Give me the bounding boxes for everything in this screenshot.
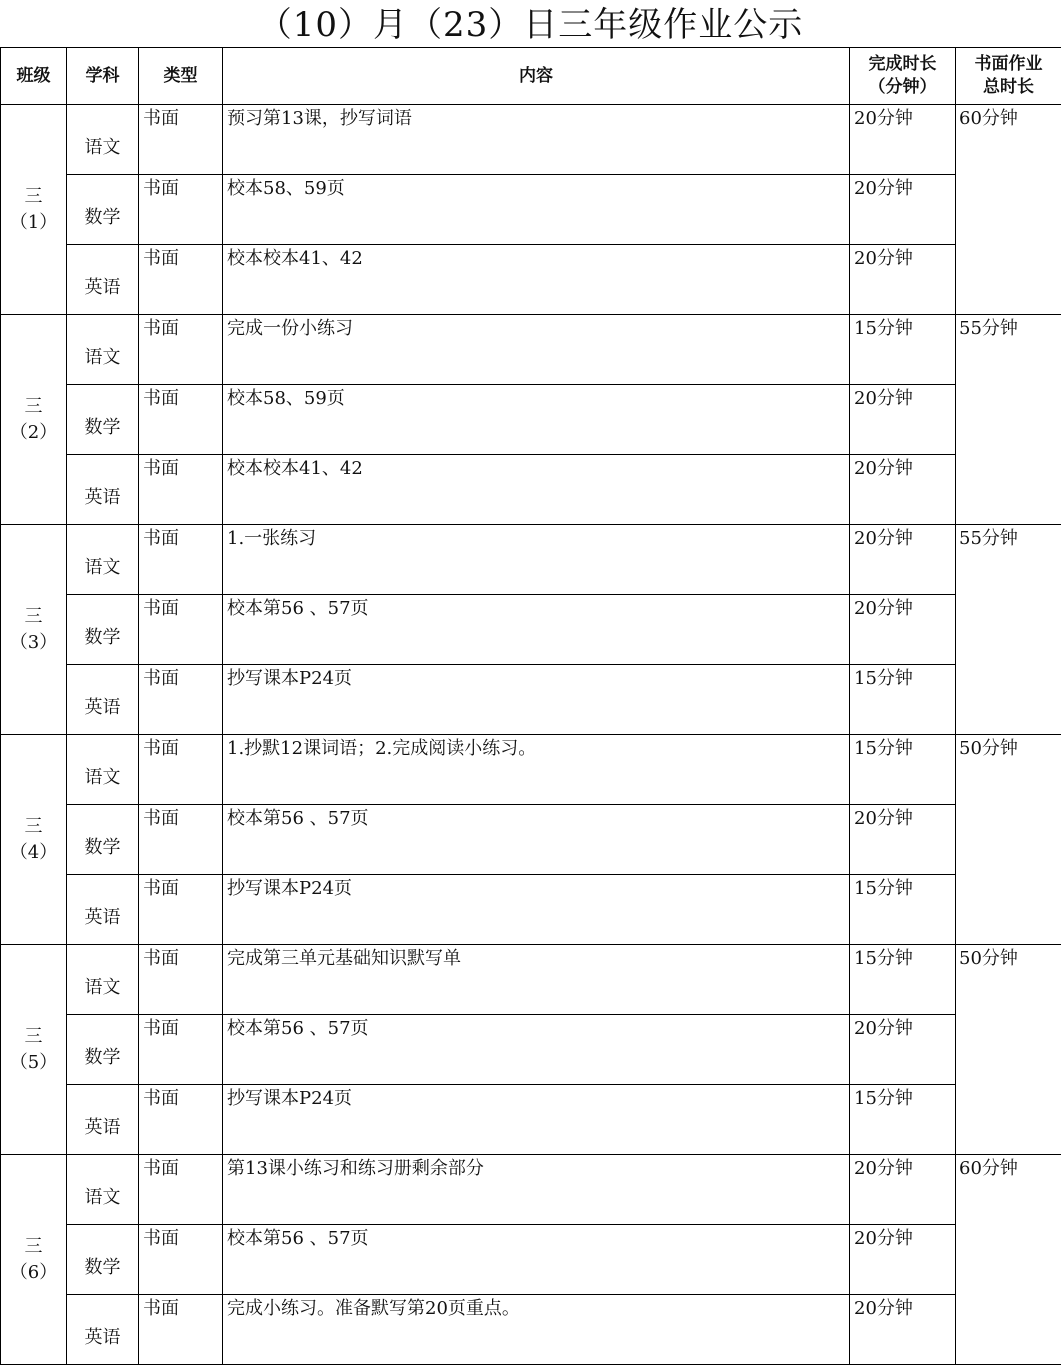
total-cell: 50分钟	[956, 735, 1061, 945]
content-cell: 校本第56 、57页	[223, 1015, 850, 1085]
subject-cell: 数学	[67, 805, 139, 875]
header-duration-line1: 完成时长	[868, 54, 937, 74]
subject-cell: 语文	[67, 105, 139, 175]
total-cell: 50分钟	[956, 945, 1061, 1155]
table-body	[1, 105, 1061, 1365]
class-number: （6）	[9, 1261, 58, 1283]
type-cell: 书面	[139, 665, 223, 735]
class-cell	[1, 315, 67, 525]
subject-cell: 数学	[67, 385, 139, 455]
duration-cell: 15分钟	[850, 1085, 956, 1155]
duration-cell: 20分钟	[850, 105, 956, 175]
duration-cell: 20分钟	[850, 175, 956, 245]
subject-cell: 英语	[67, 455, 139, 525]
header-duration	[850, 48, 956, 105]
content-cell: 1.一张练习	[223, 525, 850, 595]
duration-cell: 20分钟	[850, 245, 956, 315]
type-cell: 书面	[139, 1085, 223, 1155]
content-cell: 校本校本41、42	[223, 455, 850, 525]
table-row	[1, 735, 1061, 805]
content-cell: 完成第三单元基础知识默写单	[223, 945, 850, 1015]
duration-cell: 20分钟	[850, 525, 956, 595]
duration-cell: 15分钟	[850, 875, 956, 945]
table-row	[1, 1015, 1061, 1085]
content-cell: 完成小练习。准备默写第20页重点。	[223, 1295, 850, 1365]
type-cell: 书面	[139, 385, 223, 455]
class-grade: 三	[24, 815, 43, 837]
total-cell: 60分钟	[956, 105, 1061, 315]
table-row	[1, 665, 1061, 735]
table-row	[1, 1295, 1061, 1365]
duration-cell: 20分钟	[850, 1015, 956, 1085]
class-number: （3）	[9, 631, 58, 653]
table-row	[1, 875, 1061, 945]
content-cell: 抄写课本P24页	[223, 665, 850, 735]
duration-cell: 20分钟	[850, 805, 956, 875]
class-cell	[1, 735, 67, 945]
subject-cell: 英语	[67, 665, 139, 735]
subject-cell: 数学	[67, 175, 139, 245]
duration-cell: 15分钟	[850, 945, 956, 1015]
subject-cell: 语文	[67, 735, 139, 805]
class-cell	[1, 945, 67, 1155]
class-grade: 三	[24, 185, 43, 207]
duration-cell: 15分钟	[850, 735, 956, 805]
header-content: 内容	[223, 48, 850, 105]
table-row	[1, 315, 1061, 385]
header-total-line1: 书面作业	[974, 54, 1043, 74]
subject-cell: 英语	[67, 1295, 139, 1365]
content-cell: 校本校本41、42	[223, 245, 850, 315]
total-cell: 55分钟	[956, 315, 1061, 525]
class-grade: 三	[24, 605, 43, 627]
content-cell: 校本58、59页	[223, 175, 850, 245]
type-cell: 书面	[139, 595, 223, 665]
header-class: 班级	[1, 48, 67, 105]
content-cell: 校本58、59页	[223, 385, 850, 455]
subject-cell: 语文	[67, 945, 139, 1015]
type-cell: 书面	[139, 105, 223, 175]
content-cell: 校本第56 、57页	[223, 1225, 850, 1295]
content-cell: 抄写课本P24页	[223, 1085, 850, 1155]
subject-cell: 数学	[67, 1015, 139, 1085]
table-row	[1, 1085, 1061, 1155]
page-title: （10）月（23）日三年级作业公示	[257, 5, 804, 45]
class-cell	[1, 105, 67, 315]
table-row	[1, 525, 1061, 595]
content-cell: 完成一份小练习	[223, 315, 850, 385]
table-row	[1, 385, 1061, 455]
type-cell: 书面	[139, 875, 223, 945]
table-row	[1, 245, 1061, 315]
type-cell: 书面	[139, 805, 223, 875]
duration-cell: 20分钟	[850, 1295, 956, 1365]
class-cell	[1, 525, 67, 735]
homework-table	[0, 47, 1061, 1365]
table-row	[1, 105, 1061, 175]
table-row	[1, 1225, 1061, 1295]
class-cell	[1, 1155, 67, 1365]
subject-cell: 语文	[67, 525, 139, 595]
duration-cell: 20分钟	[850, 455, 956, 525]
duration-cell: 20分钟	[850, 1225, 956, 1295]
header-total	[956, 48, 1061, 105]
content-cell: 校本第56 、57页	[223, 805, 850, 875]
duration-cell: 15分钟	[850, 315, 956, 385]
duration-cell: 20分钟	[850, 595, 956, 665]
table-row	[1, 455, 1061, 525]
content-cell: 校本第56 、57页	[223, 595, 850, 665]
header-subject: 学科	[67, 48, 139, 105]
subject-cell: 语文	[67, 1155, 139, 1225]
content-cell: 第13课小练习和练习册剩余部分	[223, 1155, 850, 1225]
type-cell: 书面	[139, 245, 223, 315]
content-cell: 1.抄默12课词语；2.完成阅读小练习。	[223, 735, 850, 805]
class-number: （1）	[9, 211, 58, 233]
content-cell: 预习第13课，抄写词语	[223, 105, 850, 175]
type-cell: 书面	[139, 1295, 223, 1365]
class-number: （4）	[9, 841, 58, 863]
type-cell: 书面	[139, 315, 223, 385]
duration-cell: 15分钟	[850, 665, 956, 735]
subject-cell: 英语	[67, 1085, 139, 1155]
class-number: （5）	[9, 1051, 58, 1073]
total-cell: 55分钟	[956, 525, 1061, 735]
class-grade: 三	[24, 1025, 43, 1047]
subject-cell: 英语	[67, 875, 139, 945]
type-cell: 书面	[139, 455, 223, 525]
class-grade: 三	[24, 1235, 43, 1257]
duration-cell: 20分钟	[850, 385, 956, 455]
subject-cell: 数学	[67, 595, 139, 665]
header-row	[1, 48, 1061, 105]
header-duration-line2: （分钟）	[868, 77, 937, 97]
header-total-line2: 总时长	[983, 77, 1034, 97]
type-cell: 书面	[139, 945, 223, 1015]
class-number: （2）	[9, 421, 58, 443]
duration-cell: 20分钟	[850, 1155, 956, 1225]
type-cell: 书面	[139, 1155, 223, 1225]
class-grade: 三	[24, 395, 43, 417]
total-cell: 60分钟	[956, 1155, 1061, 1365]
table-row	[1, 945, 1061, 1015]
subject-cell: 语文	[67, 315, 139, 385]
table-row	[1, 805, 1061, 875]
type-cell: 书面	[139, 1225, 223, 1295]
header-type: 类型	[139, 48, 223, 105]
type-cell: 书面	[139, 175, 223, 245]
content-cell: 抄写课本P24页	[223, 875, 850, 945]
type-cell: 书面	[139, 1015, 223, 1085]
table-row	[1, 1155, 1061, 1225]
subject-cell: 数学	[67, 1225, 139, 1295]
subject-cell: 英语	[67, 245, 139, 315]
type-cell: 书面	[139, 735, 223, 805]
table-row	[1, 595, 1061, 665]
type-cell: 书面	[139, 525, 223, 595]
table-row	[1, 175, 1061, 245]
